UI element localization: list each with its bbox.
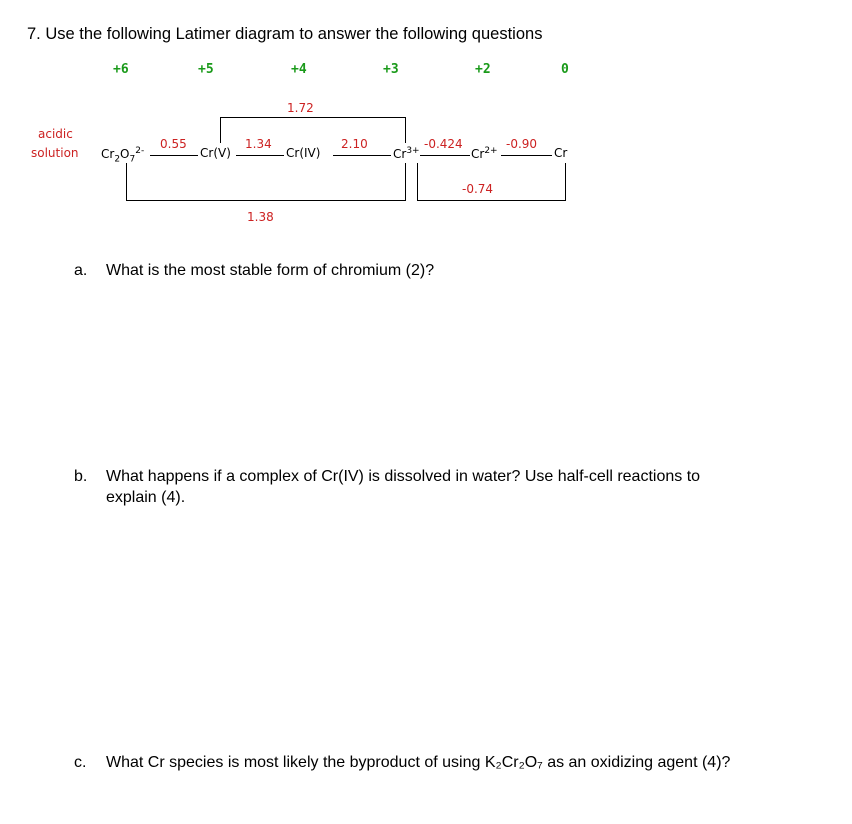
species-cr-3: $Cr^{3+}$ <box>393 146 420 161</box>
oxidation-state-label: +6 <box>113 62 129 77</box>
oxidation-state-label: 0 <box>561 62 569 77</box>
potential-crv-cr3: 1.72 <box>287 101 314 115</box>
oxidation-state-label: +3 <box>383 62 399 77</box>
bracket-line <box>220 117 406 118</box>
species-cr-v: Cr(V) <box>200 146 231 160</box>
bracket-line <box>220 117 221 143</box>
oxidation-state-label: +2 <box>475 62 491 77</box>
oxidation-state-label: +5 <box>198 62 214 77</box>
question-title: 7. Use the following Latimer diagram to answer the following questions <box>27 25 543 43</box>
bracket-line <box>565 163 566 201</box>
species-cr-iv: Cr(IV) <box>286 146 321 160</box>
part-a-question: What is the most stable form of chromium (2)? <box>106 262 435 279</box>
oxidation-state-label: +4 <box>291 62 307 77</box>
part-c-letter: c. <box>74 754 87 771</box>
potential-cr2o7-crv: 0.55 <box>160 137 187 151</box>
bracket-line <box>417 200 566 201</box>
connector-line <box>236 155 284 156</box>
species-cr-metal: Cr <box>554 146 568 160</box>
potential-cr3-cr2: -0.424 <box>424 137 463 151</box>
potential-cr2-cr: -0.90 <box>506 137 538 151</box>
part-a-letter: a. <box>74 262 88 279</box>
bracket-line <box>417 163 418 201</box>
potential-criv-cr3: 2.10 <box>341 137 368 151</box>
condition-label-line1: acidic <box>38 127 73 141</box>
potential-crv-criv: 1.34 <box>245 137 272 151</box>
part-b-letter: b. <box>74 468 88 485</box>
connector-line <box>501 155 552 156</box>
potential-cr3-cr: -0.74 <box>462 182 494 196</box>
bracket-line <box>405 163 406 201</box>
connector-line <box>150 155 198 156</box>
connector-line <box>420 155 470 156</box>
species-cr-2: $Cr^{2+}$ <box>471 146 498 161</box>
species-dichromate: $Cr_2O_7^{2-}$ <box>101 146 145 165</box>
part-c-question: What Cr species is most likely the byproduct of using K₂Cr₂O₇ as an oxidizing agent (4)? <box>106 754 731 771</box>
bracket-line <box>126 200 406 201</box>
condition-label-line2: solution <box>31 146 79 160</box>
bracket-line <box>126 163 127 201</box>
potential-cr2o7-cr3: 1.38 <box>247 210 274 224</box>
bracket-line <box>405 117 406 143</box>
part-b-question: What happens if a complex of Cr(IV) is dissolved in water? Use half-cell reactions to <box>106 468 701 485</box>
connector-line <box>333 155 391 156</box>
part-b-question-continued: explain (4). <box>106 489 186 506</box>
